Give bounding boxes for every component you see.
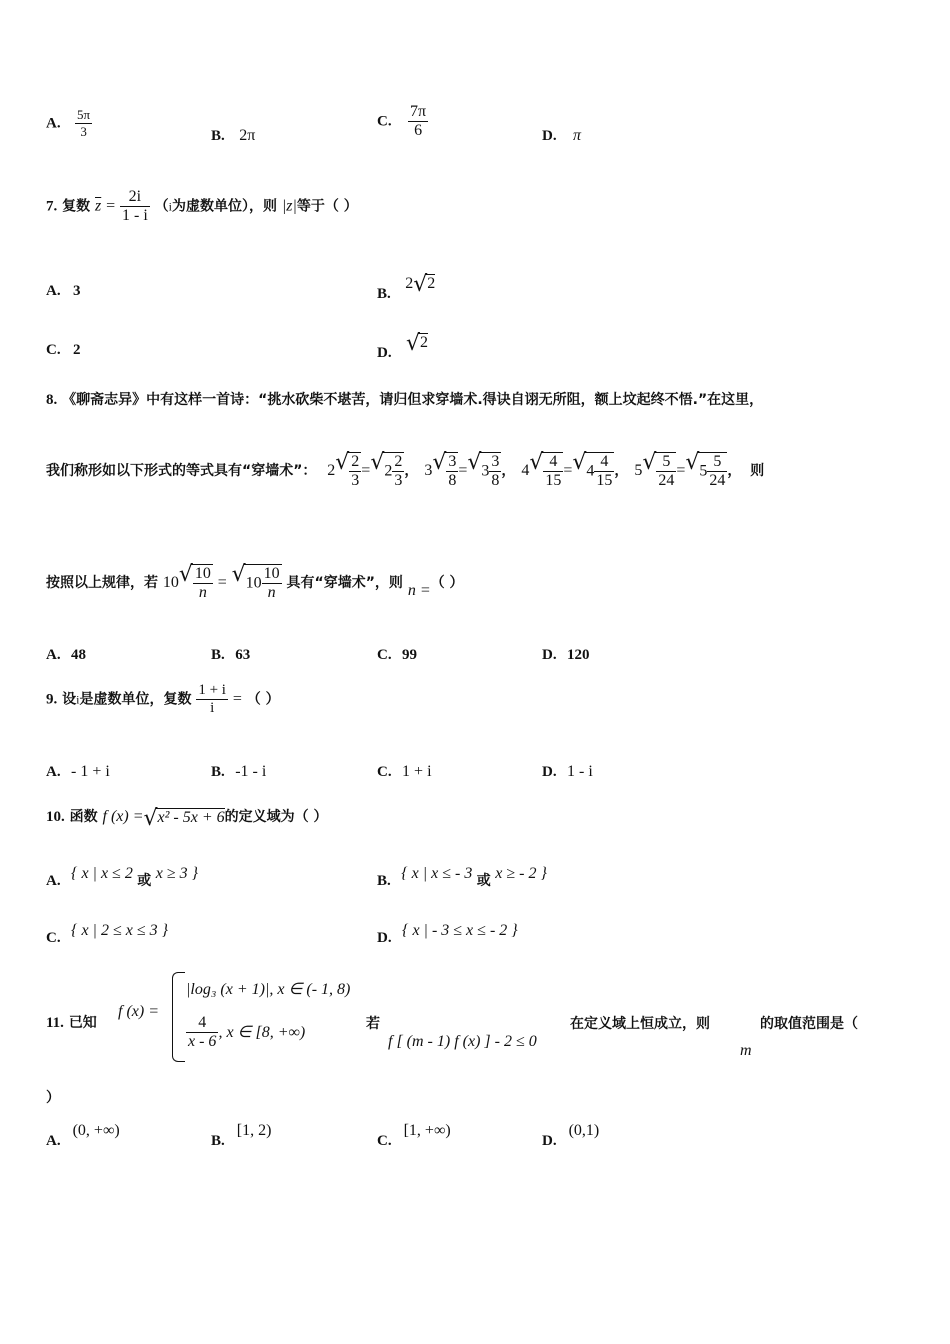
q9-option-d[interactable]	[542, 763, 593, 781]
option-value: 48	[71, 647, 87, 663]
question-text: 《聊斋志异》中有这样一首诗：“挑水砍柴不堪苦，请归但求穿墙术.得诀自诩无所阻，额上坟起终不悟.”在这里，	[62, 392, 764, 408]
example-identity: 5 √ $\frac{5}{24}$ = √ 5 $\frac{5}{24}$ ，	[634, 463, 741, 479]
q10-option-a[interactable]	[46, 863, 199, 889]
question-text: 已知	[68, 1015, 97, 1031]
question-text: 为虚数单位），则	[172, 198, 278, 215]
option-value: 120	[567, 647, 590, 663]
option-label: C.	[377, 113, 392, 130]
n-equals: n =	[407, 582, 431, 599]
i-symbol: i	[76, 692, 80, 707]
question-text: 具有“穿墙术”，则	[286, 575, 403, 591]
option-value: x ≥ - 2 }	[495, 865, 547, 882]
option-label: C.	[377, 1133, 392, 1149]
piecewise-brace	[172, 972, 185, 1062]
option-value: 3	[73, 283, 81, 299]
q6-a-fraction: $\frac{5\pi}{3}$	[77, 107, 91, 139]
option-label: D.	[542, 128, 557, 144]
or-text: 或	[137, 873, 152, 889]
q6-option-c[interactable]	[377, 103, 428, 140]
question-number: 8.	[46, 392, 58, 408]
option-coef: 2	[405, 274, 414, 292]
piecewise-case-1: |log₃ (x + 1)|, x ∈ (- 1, 8)	[186, 981, 351, 998]
q9-option-b[interactable]	[211, 763, 266, 781]
question-number: 10.	[46, 809, 65, 825]
i-symbol: i	[168, 199, 173, 214]
q10-option-c[interactable]	[46, 922, 169, 946]
question-text: 的定义域为（ ）	[224, 809, 328, 825]
option-value: 2	[73, 342, 81, 358]
question-text: （	[154, 198, 169, 215]
piecewise-case-2: $\frac{4}{x - 6}$ , x ∈ [8, +∞)	[188, 1014, 306, 1050]
cond-coef: 10	[162, 574, 179, 591]
q10-option-d[interactable]	[377, 922, 518, 946]
option-label: D.	[542, 647, 557, 663]
option-value: { x | x ≤ - 3	[401, 865, 473, 882]
q6-option-a[interactable]	[46, 107, 92, 140]
question-text: 函数	[69, 809, 98, 825]
q7-option-c[interactable]	[46, 342, 81, 359]
option-label: B.	[211, 128, 225, 144]
question-10	[46, 806, 328, 827]
q11-option-a[interactable]	[46, 1122, 120, 1149]
question-11-lead	[46, 1012, 97, 1032]
q8-option-d[interactable]	[542, 647, 590, 664]
option-label: A.	[46, 647, 61, 663]
question-8-line1	[46, 389, 763, 409]
sqrt: √ 10 $\frac{10}{n}$	[232, 564, 282, 602]
q9-option-c[interactable]	[377, 763, 432, 781]
option-value: -1 - i	[235, 763, 267, 780]
or-text: 或	[476, 873, 491, 889]
question-text: 是虚数单位，复数	[79, 691, 192, 708]
example-identity: 4 √ $\frac{4}{15}$ = √ 4 $\frac{4}{15}$ ，	[521, 463, 628, 479]
chuanqiangshu-examples	[321, 453, 742, 489]
question-text: 等于（ ）	[296, 198, 358, 215]
sqrt: √ $\frac{10}{n}$	[179, 564, 213, 602]
question-text: 则	[750, 463, 765, 479]
question-text: 复数	[62, 198, 91, 215]
q6-option-b[interactable]	[211, 127, 255, 145]
question-text: 按照以上规律，若	[46, 575, 158, 591]
option-label: A.	[46, 115, 61, 132]
condition-expression: f [ (m - 1) f (x) ] - 2 ≤ 0	[388, 1033, 537, 1050]
option-label: C.	[46, 930, 61, 946]
option-value: 1 - i	[567, 763, 593, 780]
equals: =	[217, 574, 227, 591]
option-label: A.	[46, 764, 61, 780]
question-text: 在定义域上恒成立，则	[570, 1016, 710, 1032]
question-7	[46, 188, 358, 225]
option-label: C.	[377, 647, 392, 663]
option-label: D.	[542, 764, 557, 780]
option-value: [1, 2)	[236, 1122, 272, 1139]
sqrt: √ x² - 5x + 6	[144, 808, 225, 827]
option-label: D.	[542, 1133, 557, 1149]
q8-option-c[interactable]	[377, 647, 417, 664]
q10-option-b[interactable]	[377, 863, 547, 889]
option-label: D.	[377, 344, 392, 361]
q7-fraction: $\frac{2i}{1 - i}$	[122, 188, 148, 224]
question-text: （ ）	[430, 575, 464, 591]
option-label: A.	[46, 873, 61, 889]
q11-option-b[interactable]	[211, 1122, 272, 1149]
equals: =	[232, 690, 242, 708]
option-label: A.	[46, 1133, 61, 1149]
function-f: f (x) =	[102, 808, 144, 825]
option-value: π	[573, 127, 582, 144]
question-9	[46, 682, 280, 717]
q7-option-d[interactable]	[377, 333, 429, 361]
question-text: 我们称形如以下形式的等式具有“穿墙术”：	[46, 463, 317, 479]
option-value: 63	[235, 647, 251, 663]
option-label: A.	[46, 283, 61, 299]
q8-option-a[interactable]	[46, 647, 86, 664]
q11-option-c[interactable]	[377, 1122, 451, 1149]
option-value: (0, +∞)	[72, 1122, 120, 1139]
variable-m: m	[740, 1042, 752, 1059]
option-label: B.	[211, 647, 225, 663]
option-value: 1 + i	[402, 763, 432, 780]
abs-z: |z|	[281, 197, 297, 215]
option-value: (0,1)	[568, 1122, 600, 1139]
option-label: B.	[377, 873, 391, 889]
q9-fraction: $\frac{1 + i}{i}$	[198, 682, 226, 716]
q7-option-b[interactable]	[377, 274, 436, 302]
option-value: 99	[402, 647, 418, 663]
function-f: f (x) =	[118, 1003, 159, 1020]
question-number: 11.	[46, 1015, 64, 1031]
question-text: 的取值范围是（	[760, 1016, 858, 1032]
q7-option-a[interactable]	[46, 283, 81, 300]
option-label: B.	[211, 764, 225, 780]
q8-option-b[interactable]	[211, 647, 250, 664]
option-value: { x | 2 ≤ x ≤ 3 }	[71, 922, 169, 939]
question-8-line2	[46, 452, 764, 490]
q11-option-d[interactable]	[542, 1122, 600, 1149]
question-8-line3	[46, 564, 463, 602]
option-value: { x | x ≤ 2	[71, 865, 133, 882]
option-label: D.	[377, 930, 392, 946]
question-number: 7.	[46, 198, 58, 215]
option-value: 2π	[239, 127, 256, 144]
option-value: - 1 + i	[71, 763, 110, 780]
option-value: { x | - 3 ≤ x ≤ - 2 }	[402, 922, 518, 939]
q6-c-fraction: $\frac{7\pi}{6}$	[410, 103, 427, 139]
option-value: [1, +∞)	[403, 1122, 451, 1139]
q9-option-a[interactable]	[46, 763, 110, 781]
question-text: （ ）	[246, 691, 280, 708]
example-identity: 2 √ $\frac{2}{3}$ = √ 2 $\frac{2}{3}$ ，	[327, 463, 418, 479]
sqrt: √ 2	[413, 274, 435, 293]
option-label: B.	[377, 285, 391, 302]
option-label: C.	[46, 342, 61, 358]
sqrt: √ 2	[406, 333, 428, 352]
option-value: x ≥ 3 }	[155, 865, 199, 882]
option-label: C.	[377, 764, 392, 780]
example-identity: 3 √ $\frac{3}{8}$ = √ 3 $\frac{3}{8}$ ，	[424, 463, 515, 479]
question-text: ）	[46, 1090, 60, 1106]
question-number: 9.	[46, 691, 58, 708]
question-text: 若	[366, 1016, 380, 1032]
z-bar: $\overline{z}$	[95, 197, 102, 215]
equals: =	[106, 197, 116, 215]
option-label: B.	[211, 1133, 225, 1149]
question-text: 设	[62, 691, 77, 708]
q6-option-d[interactable]	[542, 127, 581, 145]
